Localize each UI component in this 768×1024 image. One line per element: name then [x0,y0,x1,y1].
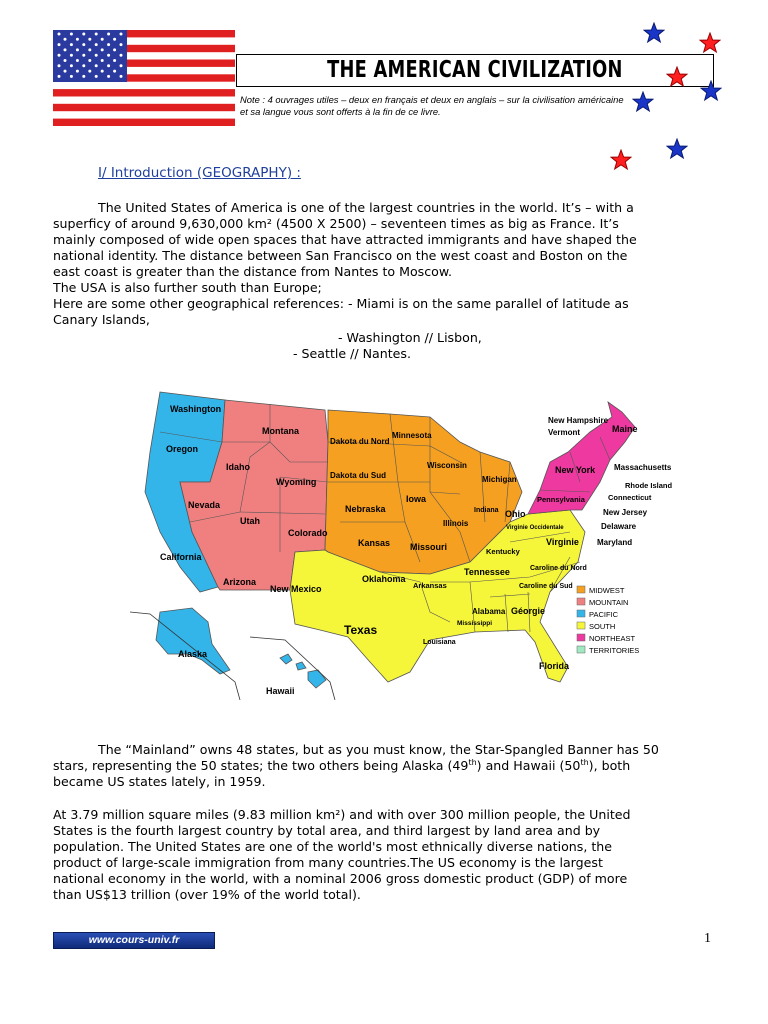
flag-star [101,38,104,41]
state-label: New Mexico [270,584,322,594]
flag-star [64,59,67,62]
flag-star [76,38,79,41]
flag-star [64,70,67,73]
state-label: Virginie Occidentale [506,525,564,531]
state-label: Virginie [546,537,579,547]
note-text: Note : 4 ouvrages utiles – deux en français et deux en anglais – sur la civilisation américaine et sa langue vous sont offerts à la fin de ce livre. [240,94,624,117]
legend-label: PACIFIC [589,610,619,619]
flag-star [113,38,116,41]
flag-star [120,64,123,67]
state-label: Texas [344,623,378,637]
red-star-icon [699,32,721,54]
flag-star [95,64,98,67]
flag-star [88,48,91,51]
state-label: New York [555,465,596,475]
flag-star [70,64,73,67]
flag-star [70,75,73,78]
flag-star [107,75,110,78]
state-label: Dakota du Sud [330,471,387,480]
state-label: Rhode Island [625,481,673,490]
flag-star [107,54,110,57]
state-label: Ohio [505,509,526,519]
flag-star [58,64,61,67]
state-label: Caroline du Sud [519,583,573,590]
text-line: The “Mainland” owns 48 states, but as you must know, the Star-Spangled Banner has 50 [98,742,659,757]
state-label: Mississippi [457,620,493,627]
state-label: Montana [262,426,299,436]
legend-label: TERRITORIES [589,646,640,655]
flag-star [101,48,104,51]
state-label: Nevada [188,500,221,510]
map-legend [577,586,639,655]
blue-star-icon [700,80,722,102]
state-label: New Jersey [603,508,648,517]
region-pacific-hawaii [308,670,326,688]
state-label: Minnesota [392,431,432,440]
state-label: Missouri [410,542,448,552]
flag-star [64,38,67,41]
state-label: Maine [612,424,638,434]
flag-star [101,70,104,73]
flag-star [95,75,98,78]
flag-star [70,54,73,57]
flag-star [113,59,116,62]
reference-lisbon: - Washington // Lisbon, [338,330,482,345]
region-pacific-hawaii [296,662,306,670]
flag-star [82,64,85,67]
state-label: Idaho [226,462,250,472]
text-line: east coast is greater than the distance from Nantes to Moscow. [53,264,453,279]
flag-star [95,43,98,46]
state-label: Massachusetts [614,463,672,472]
state-label: Louisiana [423,639,456,646]
state-label: Kansas [358,538,391,548]
flag-star [107,33,110,36]
flag-star [88,38,91,41]
text-segment: stars, representing the 50 states; the two others being Alaska (49 [53,758,469,773]
state-label: Alaska [178,649,208,659]
text-line: product of large-scale immigration from many countries.The US economy is the largest [53,855,603,870]
state-label: Oregon [166,444,199,454]
flag-star [76,70,79,73]
blue-star-icon [643,22,665,44]
text-line: mainly composed of wide open spaces that have attracted immigrants and have shaped the [53,232,637,247]
ordinal-suffix: th [580,757,589,767]
flag-star [101,59,104,62]
flag-star [107,64,110,67]
reference-nantes: - Seattle // Nantes. [293,346,411,361]
state-label: Tennessee [464,567,510,577]
text-line: than US$13 trillion (over 19% of the world total). [53,887,361,902]
state-label: Kentucky [486,547,520,556]
state-label: Alabama [472,607,506,616]
text-line: Here are some other geographical references: - Miami is on the same parallel of latitude as [53,296,629,311]
document-title: THE AMERICAN CIVILIZATION [236,54,714,87]
state-label: Oklahoma [362,574,406,584]
text-line [53,758,715,774]
state-label: Vermont [548,428,581,437]
flag-star [58,75,61,78]
red-star-icon [666,66,688,88]
flag-star [58,54,61,57]
text-line: national economy in the world, with a nominal 2006 gross domestic product (GDP) of more [53,871,628,886]
blue-star-icon [666,138,688,160]
state-label: Utah [240,516,260,526]
text-line: became US states lately, in 1959. [53,774,266,789]
flag-star [120,33,123,36]
page-number: 1 [704,931,711,946]
state-label: California [160,552,202,562]
flag-star [64,48,67,51]
flag-star [82,54,85,57]
flag-star [95,54,98,57]
state-label: Michigan [482,475,517,484]
state-label: Dakota du Nord [330,437,390,446]
flag-star [120,75,123,78]
section-heading: I/ Introduction (GEOGRAPHY) : [98,165,301,181]
legend-label: NORTHEAST [589,634,636,643]
state-label: Indiana [474,507,499,514]
state-label: Connecticut [608,493,652,502]
state-label: Pennsylvania [537,495,585,504]
blue-star-icon [632,91,654,113]
text-line: At 3.79 million square miles (9.83 million km²) and with over 300 million people, the United [53,807,631,822]
text-line: States is the fourth largest country by total area, and third largest by land area and by [53,823,601,838]
text-segment: ), both [588,758,631,773]
legend-label: MIDWEST [589,586,625,595]
text-line: superficy of around 9,630,000 km² (4500 X 2500) – seventeen times as big as France. It’s [53,216,619,231]
flag-star [76,48,79,51]
facts-paragraph [53,807,715,903]
flag-star [76,59,79,62]
flag-star [120,54,123,57]
state-label: New Hampshire [548,416,609,425]
state-label: Washington [170,404,222,414]
flag-star [113,70,116,73]
state-label: Wyoming [276,477,317,487]
text-line: The United States of America is one of the largest countries in the world. It’s – with a [98,200,634,215]
state-label: Hawaii [266,686,295,696]
state-label: Delaware [601,522,637,531]
flag-star [113,48,116,51]
state-label: Arkansas [413,581,447,590]
us-regions-map [130,382,690,700]
flag-star [107,43,110,46]
state-label: Nebraska [345,504,386,514]
flag-star [82,43,85,46]
state-label: Caroline du Nord [530,565,587,572]
flag-star [88,70,91,73]
region-pacific-alaska [156,608,230,674]
text-line: national identity. The distance between San Francisco on the west coast and Boston on the [53,248,628,263]
flag-star [70,43,73,46]
red-star-icon [610,149,632,171]
state-label: Illinois [443,519,469,528]
region-pacific-hawaii [280,654,292,664]
state-label: Colorado [288,528,328,538]
flag-star [82,33,85,36]
state-label: Maryland [597,538,633,547]
text-segment: ) and Hawaii (50 [476,758,581,773]
ordinal-suffix: th [468,757,477,767]
state-label: Iowa [406,494,427,504]
state-label: Florida [539,661,570,671]
legend-label: MOUNTAIN [589,598,629,607]
text-line: Canary Islands, [53,312,150,327]
mainland-paragraph [53,742,715,790]
state-label: Wisconsin [427,461,467,470]
flag-star [82,75,85,78]
intro-paragraph [53,200,715,328]
us-flag-image [53,30,235,126]
flag-star [70,33,73,36]
flag-star [120,43,123,46]
website-link[interactable]: www.cours-univ.fr [53,932,215,949]
text-line: population. The United States are one of the world's most ethnically diverse nations, the [53,839,613,854]
flag-star [88,59,91,62]
state-label: Géorgie [511,606,546,616]
state-label: Arizona [223,577,257,587]
flag-star [58,33,61,36]
legend-label: SOUTH [589,622,616,631]
flag-star [95,33,98,36]
text-line: The USA is also further south than Europe; [53,280,322,295]
flag-star [58,43,61,46]
